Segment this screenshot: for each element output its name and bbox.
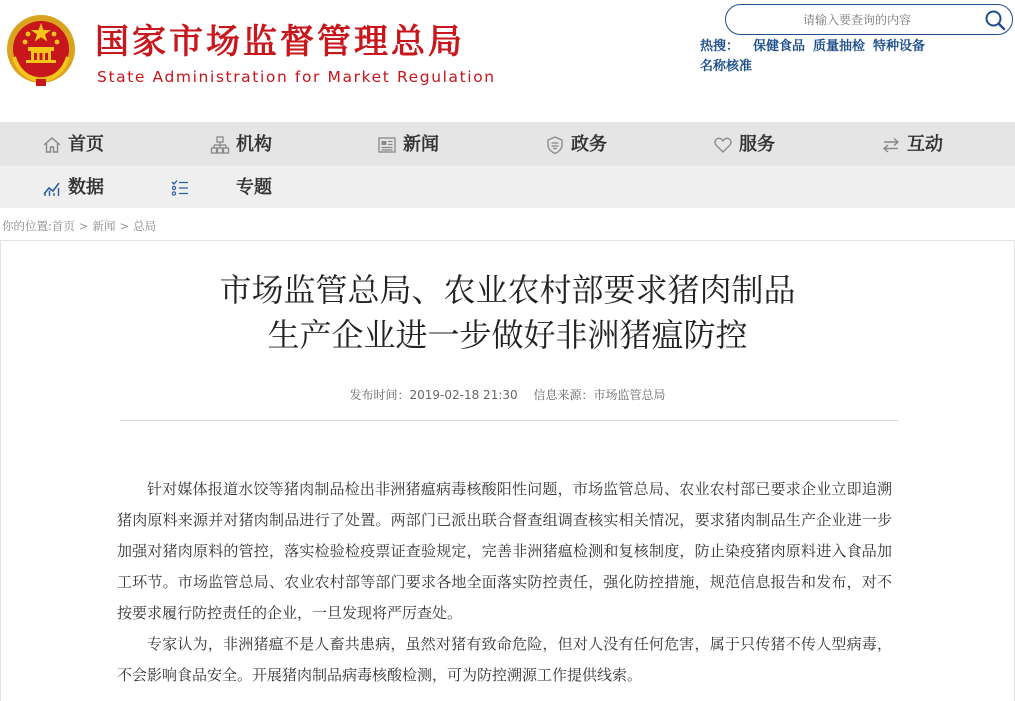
hot-link-special-equipment[interactable]: 特种设备 [873,39,926,54]
national-emblem-icon[interactable] [6,13,76,87]
title-divider [120,420,898,421]
government-icon [545,135,565,155]
article-paragraph: 专家认为，非洲猪瘟不是人畜共患病，虽然对猪有致命危险，但对人没有任何危害，属于只传猪不传人型病毒，不会影响食品安全。开展猪肉制品病毒核酸检测，可为防控溯源工作提供线索。 [117,635,892,684]
line-chart-icon [42,178,62,198]
nav-label-home: 首页 [68,134,104,155]
search-box [725,4,1013,35]
hot-link-health-food[interactable]: 保健食品 [753,39,806,54]
article-title-line-1: 市场监管总局、农业农村部要求猪肉制品 [219,271,796,309]
breadcrumb [2,218,156,234]
nav-label-news: 新闻 [403,134,439,155]
site-header [0,0,1015,122]
main-nav [0,122,1015,166]
breadcrumb-home[interactable]: 首页 [51,219,75,233]
nav-label-org: 机构 [236,134,272,155]
newspaper-icon [377,135,397,155]
home-icon [42,135,62,155]
site-title-en: State Administration for Market Regulation [97,68,496,86]
breadcrumb-headquarters[interactable]: 总局 [133,219,157,233]
hot-link-name-approval[interactable]: 名称核准 [700,59,753,74]
breadcrumb-separator: > [78,219,89,233]
nav-label-interaction: 互动 [907,134,943,155]
search-input[interactable] [740,9,974,31]
article-title [40,268,975,358]
hot-search [700,37,1000,77]
nav-label-data: 数据 [68,177,104,198]
exchange-arrows-icon [881,135,901,155]
nav-label-services: 服务 [739,134,775,155]
article-body [117,474,892,691]
org-chart-icon [210,135,230,155]
site-title-cn: 国家市场监督管理总局 [95,22,465,62]
breadcrumb-prefix: 你的位置: [2,219,52,233]
article-meta [0,386,1015,403]
heart-icon [713,135,733,155]
breadcrumb-separator: > [119,219,130,233]
article-title-line-2: 生产企业进一步做好非洲猪瘟防控 [267,316,748,354]
secondary-nav [0,166,1015,208]
topic-list-icon [170,178,190,198]
breadcrumb-news[interactable]: 新闻 [92,219,116,233]
nav-label-gov-affairs: 政务 [571,134,607,155]
info-source: 信息来源：市场监管总局 [533,388,666,402]
hot-search-label: 热搜： [700,39,740,54]
nav-label-topics: 专题 [236,177,272,198]
search-icon[interactable] [984,9,1006,31]
hot-link-quality-check[interactable]: 质量抽检 [813,39,866,54]
article-paragraph: 针对媒体报道水饺等猪肉制品检出非洲猪瘟病毒核酸阳性问题，市场监管总局、农业农村部已要求企业立即追溯猪肉原料来源并对猪肉制品进行了处置。两部门已派出联合督查组调查核实相关情况，要求猪肉制品生产企业进一步加强对猪肉原料的管控，落实检验检疫票证查验规定，完善非洲猪瘟检测和复核制度，防止染疫猪肉原料进入食品加工环节。市场监管总局、农业农村部等部门要求各地全面落实防控责任，强化防控措施，规范信息报告和发布，对不按要求履行防控责任的企业，一旦发现将严厉查处。 [117,480,892,622]
publish-time: 发布时间：2019-02-18 21:30 [349,388,518,402]
